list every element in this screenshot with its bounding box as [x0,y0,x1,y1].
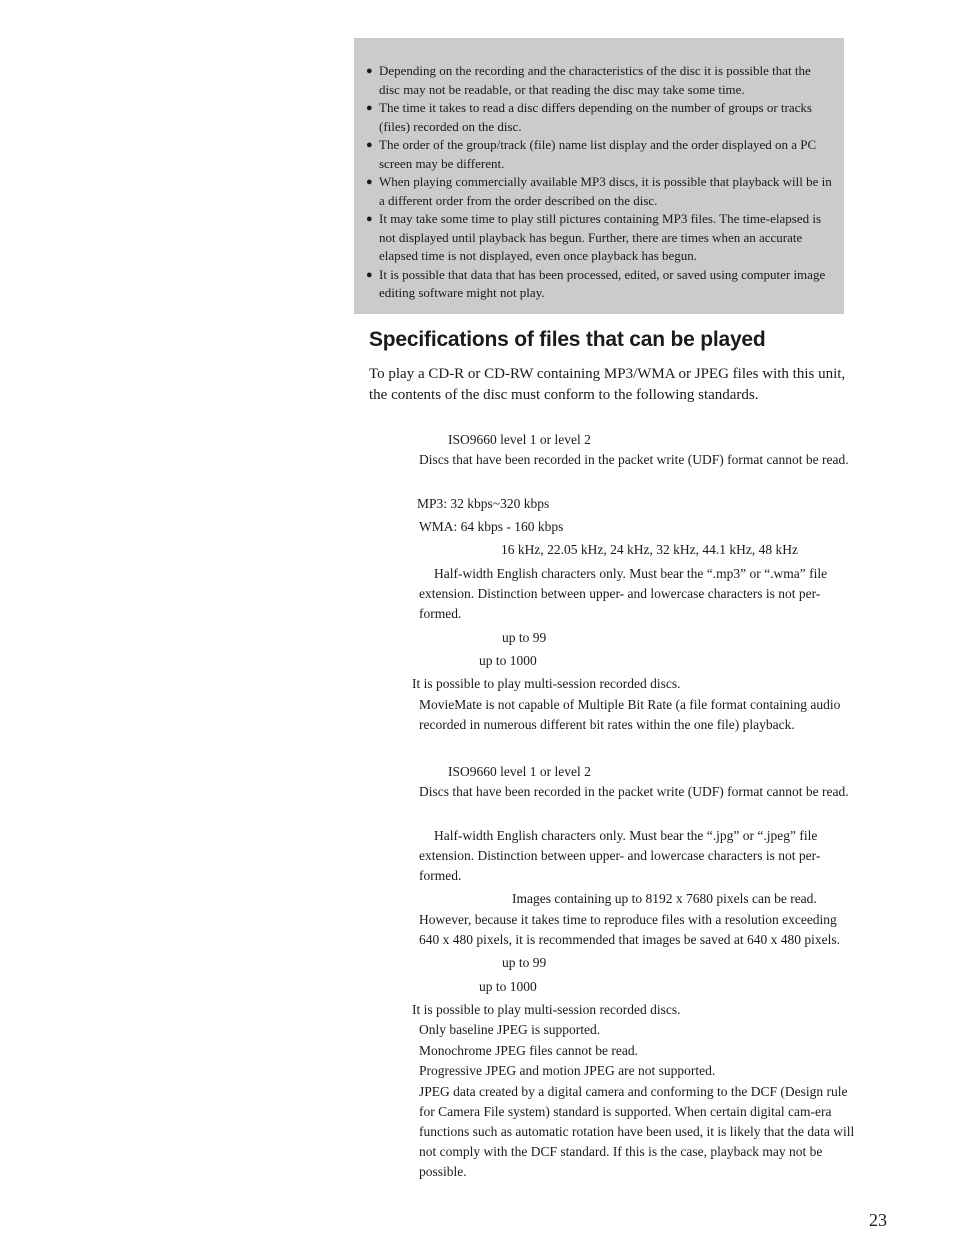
note-item: ● Depending on the recording and the characteristics of the disc it is possible that the disc may not be readable, or that reading the disc may take some time. [366,63,811,97]
note-item: ● The time it takes to read a disc differs depending on the number of groups or tracks (files) recorded on the disc. [366,100,812,134]
jpeg-dcf-note: JPEG data created by a digital camera and conforming to the DCF (Design rule for Camera File system) standard is supported. When certain digital cam-era functions such as automatic rotation have been used, it is likely that the data will not comply with the DCF standard. If this is the case, playback may not be possible. [419,1084,855,1179]
bullet-icon: ● [366,176,373,188]
section-heading: Specifications of files that can be played [369,328,766,351]
jpeg-progressive-note: Progressive JPEG and motion JPEG are not supported. [419,1063,716,1078]
jpeg-baseline-note: Only baseline JPEG is supported. [419,1022,601,1037]
jpeg-filename-rule: Half-width English characters only. Must bear the “.jpg” or “.jpeg” file extension. Distinction between upper- and lowercase characters is not per-formed. [419,828,821,883]
jpeg-udf-note: Discs that have been recorded in the packet write (UDF) format cannot be read. [419,784,849,799]
audio-udf-note: Discs that have been recorded in the packet write (UDF) format cannot be read. [419,452,849,467]
audio-mp3-bitrate: MP3: 32 kbps~320 kbps [417,496,550,511]
bullet-icon: ● [366,139,373,151]
notes-box [354,38,844,314]
jpeg-multisession: It is possible to play multi-session recorded discs. [412,1002,681,1017]
audio-mbr-note: MovieMate is not capable of Multiple Bit Rate (a file format containing audio recorded in numerous different bit rates within the one file) playback. [419,697,841,732]
audio-format: ISO9660 level 1 or level 2 [448,432,591,447]
jpeg-file-limit: up to 1000 [479,979,537,994]
bullet-icon: ● [366,65,373,77]
note-item: ● When playing commercially available MP3 discs, it is possible that playback will be in a different order from the order described on the disc. [366,174,832,208]
note-item: ● It is possible that data that has been processed, edited, or saved using computer image editing software might not play. [366,266,826,300]
bullet-icon: ● [366,102,373,114]
jpeg-resolution-note: However, because it takes time to reproduce files with a resolution exceeding 640 x 480 pixels, it is recommended that images be saved at 640 x 480 pixels. [419,912,841,947]
page-number: 23 [869,1210,887,1230]
note-item: ● The order of the group/track (file) name list display and the order displayed on a PC screen may be different. [366,137,817,171]
jpeg-format: ISO9660 level 1 or level 2 [448,764,591,779]
intro-paragraph: To play a CD-R or CD-RW containing MP3/WMA or JPEG files with this unit, the contents of the disc must conform to the following standards. [369,366,846,403]
note-item: ● It may take some time to play still pictures containing MP3 files. The time-elapsed is not displayed until playback has begun. Further, there are times when an accurate elapsed time is not displayed, even once playback has begun. [366,211,822,263]
audio-multisession: It is possible to play multi-session recorded discs. [412,676,681,691]
jpeg-group-limit: up to 99 [502,955,547,970]
notes-list [366,62,834,303]
audio-wma-bitrate: WMA: 64 kbps - 160 kbps [419,519,564,534]
audio-track-limit: up to 1000 [479,653,537,668]
audio-sampling-rate: 16 kHz, 22.05 kHz, 24 kHz, 32 kHz, 44.1 kHz, 48 kHz [501,542,798,557]
audio-group-limit: up to 99 [502,630,547,645]
audio-filename-rule: Half-width English characters only. Must bear the “.mp3” or “.wma” file extension. Distinction between upper- and lowercase characters is not per-formed. [419,566,828,621]
jpeg-monochrome-note: Monochrome JPEG files cannot be read. [419,1043,638,1058]
bullet-icon: ● [366,213,373,225]
jpeg-pixel-limit: Images containing up to 8192 x 7680 pixels can be read. [512,891,817,906]
bullet-icon: ● [366,268,373,281]
